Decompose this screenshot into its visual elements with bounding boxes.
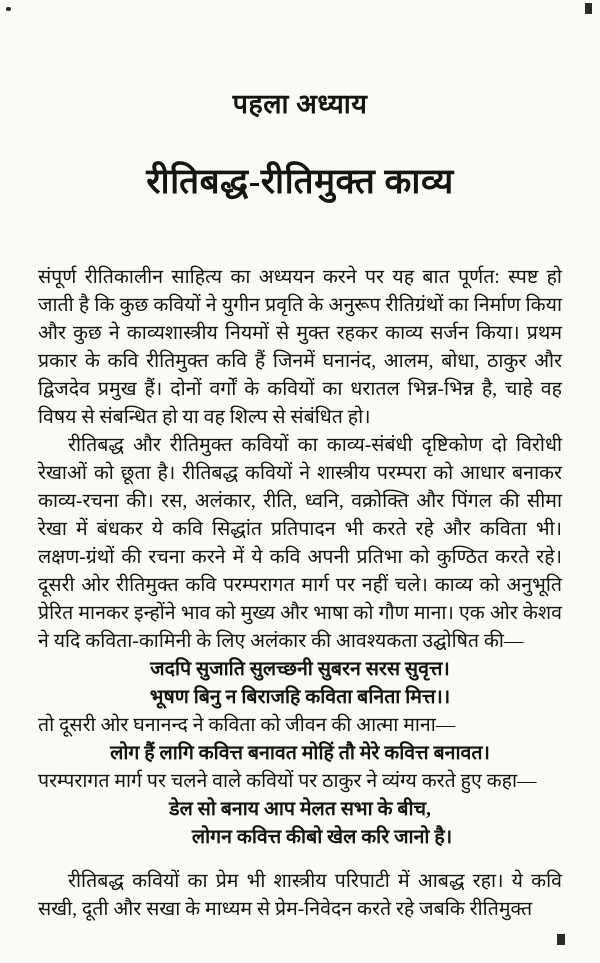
verse-keshav-line-2: भूषण बिनु न बिराजहि कविता बनिता मित्त।। [149, 687, 451, 708]
verse-keshav-line-1: जदपि सुजाति सुलच्छनी सुबरन सरस सुवृत्त। [150, 659, 450, 680]
paragraph-2: रीतिबद्ध और रीतिमुक्त कवियों का काव्य-संबंधी दृष्टिकोण दो विरोधी रेखाओं को छूता है। रीतिबद्ध कवियों ने शास्त्रीय परम्परा को आधार बनाकर काव्य-रचना की। रस, अलंकार, रीति, ध्वनि, वक्रोक्ति और पिंगल की सीमा रेखा में बंधकर ये कवि सिद्धांत प्रतिपादन भी करते रहे और कविता भी। लक्षण-ग्रंथों की रचना करने में ये कवि अपनी प्रतिभा को कुण्ठित करते रहे। दूसरी ओर रीतिमुक्त कवि परम्परागत मार्ग पर नहीं चले। काव्य को अनुभूति प्रेरित मानकर इन्होंने भाव को मुख्य और भाषा को गौण माना। एक ओर केशव ने यदि कविता-कामिनी के लिए अलंकार की आवश्यकता उद्घोषित की— [38, 435, 562, 652]
verse-thakur-line-2: लोगन कवित्त कीबो खेल करि जानो है। [191, 827, 453, 848]
page-title: रीतिबद्ध-रीतिमुक्त काव्य [146, 162, 454, 201]
bridge-line-thakur: परम्परागत मार्ग पर चलने वाले कवियों पर ठाकुर ने व्यंग्य करते हुए कहा— [38, 771, 537, 792]
scan-artifact [585, 3, 592, 14]
verse-ghananand-line: लोग हैं लागि कवित्त बनावत मोहिं तौ मेरे कवित्त बनावत। [110, 743, 490, 764]
chapter-heading: पहला अध्याय [232, 89, 368, 119]
paragraph-1: संपूर्ण रीतिकालीन साहित्य का अध्ययन करने पर यह बात पूर्णत: स्पष्ट हो जाती है कि कुछ कवियों ने युगीन प्रवृति के अनुरूप रीतिग्रंथों का निर्माण किया और कुछ ने काव्यशास्त्रीय नियमों से मुक्त रहकर काव्य सर्जन किया। प्रथम प्रकार के कवि रीतिमुक्त कवि हैं जिनमें घनानंद, आलम, बोधा, ठाकुर और द्विजदेव प्रमुख हैं। दोनों वर्गों के कवियों का धरातल भिन्न-भिन्न है, चाहे वह विषय से संबन्धित हो या वह शिल्प से संबंधित हो। [38, 267, 562, 428]
scan-artifact [557, 934, 565, 945]
verse-thakur-line-1: डेल सो बनाय आप मेलत सभा के बीच, [169, 799, 431, 820]
bridge-line-ghananand: तो दूसरी ओर घनानन्द ने कविता को जीवन की आत्मा माना— [38, 715, 456, 736]
paragraph-3: रीतिबद्ध कवियों का प्रेम भी शास्त्रीय परिपाटी में आबद्ध रहा। ये कवि सखी, दूती और सखा के माध्यम से प्रेम-निवेदन करते रहे जबकि रीतिमुक्त [38, 871, 562, 920]
scan-artifact [6, 7, 11, 11]
